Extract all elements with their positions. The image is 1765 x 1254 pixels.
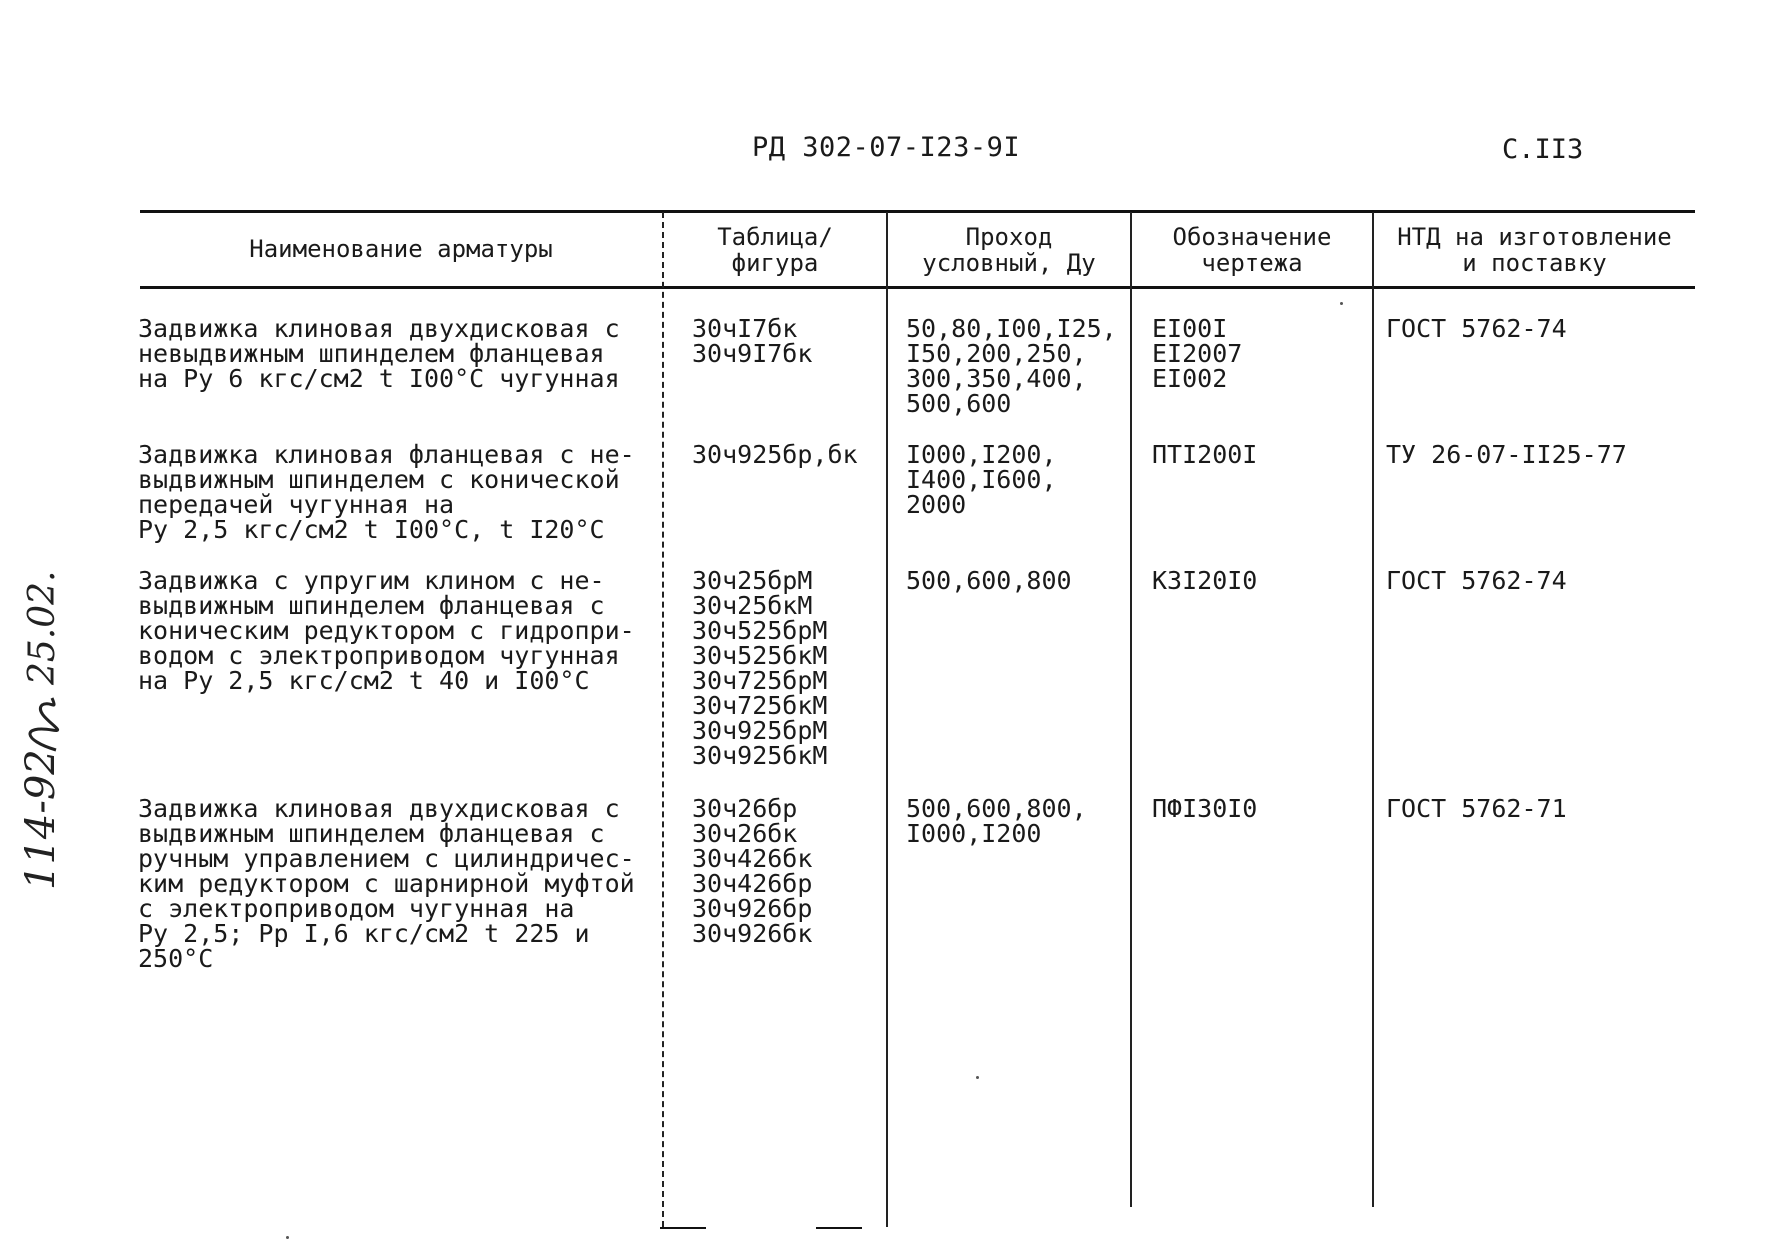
scan-speck — [1340, 302, 1343, 305]
row-4-name: Задвижка клиновая двухдисковая с выдвижным шпинделем фланцевая с ручным управлением с цилиндричес- ким редуктором с шарнирной муфтой с электроприводом чугунная на Ру 2,5; Рр I,6 кгс/см2 t 225 и 250°C — [138, 794, 635, 973]
row-2-drawing: ПТI200I — [1152, 440, 1258, 469]
column-header-standard: НТД на изготовление и поставку — [1397, 223, 1672, 277]
row-3-dn: 500,600,800 — [906, 566, 1072, 595]
table-header-rule — [140, 286, 1695, 289]
column-header-drawing-code: Обозначение чертежа — [1172, 223, 1332, 277]
row-4-standard: ГОСТ 5762-71 — [1386, 794, 1567, 823]
svg-text:25.02.: 25.02. — [22, 570, 63, 685]
column-divider-4 — [1372, 212, 1374, 1207]
row-1-name: Задвижка клиновая двухдисковая с невыдвижным шпинделем фланцевая на Ру 6 кгс/см2 t I00°C чугунная — [138, 314, 620, 393]
page-number: С.II3 — [1502, 134, 1584, 165]
row-1-dn: 50,80,I00,I25, I50,200,250, 300,350,400, 500,600 — [906, 314, 1117, 418]
handwritten-margin-note — [12, 570, 82, 890]
row-1-drawing: EI00I EI2007 EI002 — [1152, 314, 1243, 393]
row-4-dn: 500,600,800, I000,I200 — [906, 794, 1087, 848]
column-header-nominal-diameter: Проход условный, Ду — [922, 223, 1096, 277]
row-3-name: Задвижка с упругим клином с не- выдвижным шпинделем фланцевая с коническим редуктором с гидропри- водом с электроприводом чугунная на Ру 2,5 кгс/см2 t 40 и I00°C — [138, 566, 635, 695]
document-code: РД 302-07-I23-9I — [752, 132, 1021, 163]
column-header-name: Наименование арматуры — [249, 235, 553, 263]
row-3-drawing: K3I20I0 — [1152, 566, 1258, 595]
signature-icon — [12, 570, 72, 890]
row-4-drawing: ПФI30I0 — [1152, 794, 1258, 823]
column-divider-3 — [1130, 212, 1132, 1207]
row-2-figure: 30ч925бр,бк — [692, 440, 858, 469]
svg-text:114-92: 114-92 — [18, 749, 64, 890]
row-2-dn: I000,I200, I400,I600, 2000 — [906, 440, 1057, 519]
table-top-rule — [140, 210, 1695, 213]
column-divider-2 — [886, 212, 888, 1227]
row-3-standard: ГОСТ 5762-74 — [1386, 566, 1567, 595]
row-1-figure: 30чI7бк 30ч9I7бк — [692, 314, 813, 368]
row-1-standard: ГОСТ 5762-74 — [1386, 314, 1567, 343]
column-divider-1 — [662, 212, 664, 1227]
bottom-fragment — [660, 1227, 706, 1229]
column-header-figure: Таблица/ фигура — [717, 223, 833, 277]
row-4-figure: 30ч26бр 30ч26бк 30ч426бк 30ч426бр 30ч926бр 30ч926бк — [692, 794, 813, 948]
scan-speck — [286, 1236, 289, 1239]
bottom-fragment — [816, 1227, 862, 1229]
row-2-standard: ТУ 26-07-II25-77 — [1386, 440, 1627, 469]
scan-speck — [976, 1076, 979, 1079]
row-2-name: Задвижка клиновая фланцевая с не- выдвижным шпинделем с конической передачей чугунная на Ру 2,5 кгс/см2 t I00°C, t I20°C — [138, 440, 635, 544]
row-3-figure: 30ч25бpM 30ч25бкM 30ч525бpM 30ч525бкM 30ч725бpM 30ч725бкM 30ч925бpM 30ч925бкM — [692, 566, 828, 770]
